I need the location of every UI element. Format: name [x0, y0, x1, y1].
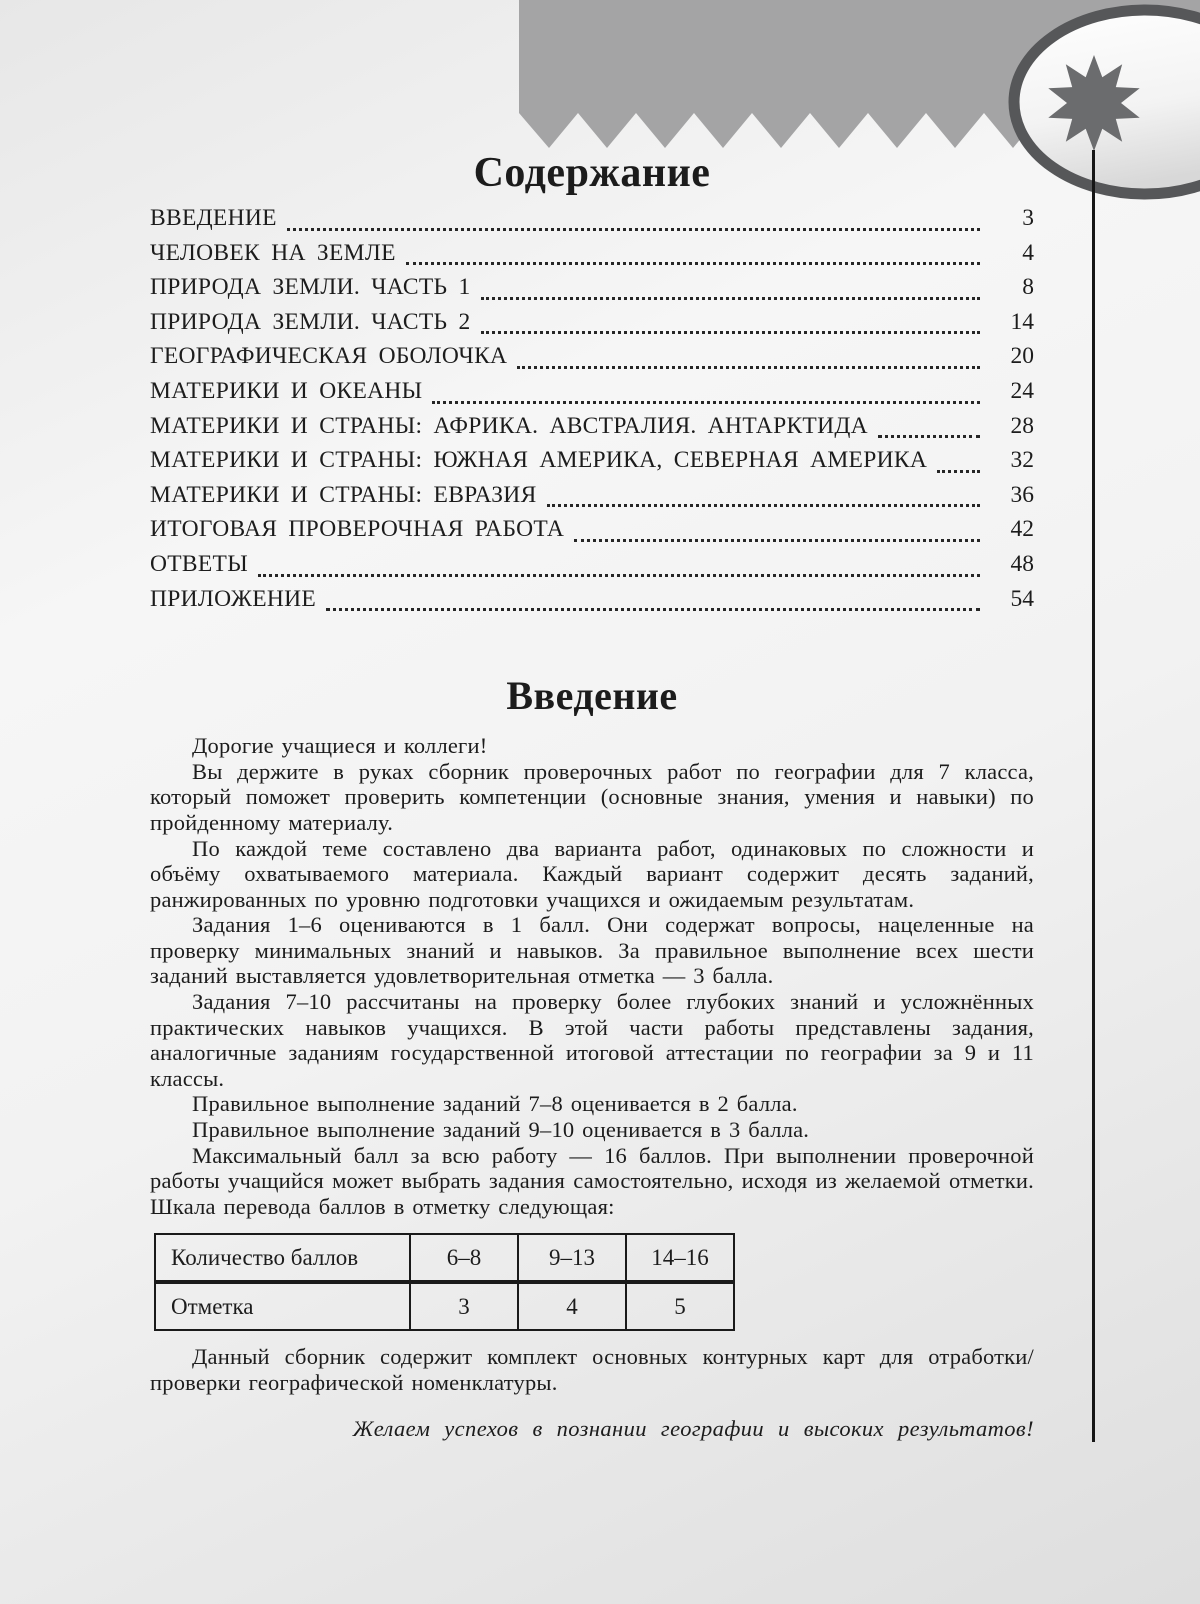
- dot-leader: [406, 262, 980, 265]
- toc-page-number: 14: [1010, 308, 1034, 335]
- page-content: [150, 0, 1034, 1442]
- dot-leader: [481, 297, 980, 300]
- intro-paragraph: Задания 7–10 рассчитаны на проверку более глубоких знаний и усложнённых практических навыков учащихся. В этой части работы представлены задания, аналогичные заданиям государственной итоговой аттестации по географии за 9 и 11 классы.: [150, 989, 1034, 1091]
- toc-item-label: МАТЕРИКИ И СТРАНЫ: АФРИКА. АВСТРАЛИЯ. АНТАРКТИДА: [150, 412, 868, 439]
- intro-paragraph: Дорогие учащиеся и коллеги!: [192, 733, 488, 759]
- toc-item-label: ВВЕДЕНИЕ: [150, 205, 277, 231]
- toc-item-label: ПРИЛОЖЕНИЕ: [150, 585, 317, 612]
- dot-leader: [326, 608, 980, 611]
- dot-leader: [481, 331, 980, 334]
- toc-item-label: ПРИРОДА ЗЕМЛИ. ЧАСТЬ 2: [150, 308, 471, 335]
- toc-row-10: [150, 516, 1034, 551]
- intro-paragraph: Задания 1–6 оцениваются в 1 балл. Они содержат вопросы, нацеленные на проверку минимальных знаний и навыков. За правильное выполнение всех шести заданий выставляется удовлетворительная отметка — 3 балла.: [150, 912, 1034, 989]
- intro-paragraph: Вы держите в руках сборник проверочных работ по географии для 7 класса, который поможет проверить компетенции (основные знания, умения и навыки) по пройденному материалу.: [150, 758, 1034, 835]
- toc-page-number: 28: [1010, 412, 1034, 439]
- toc-list: [150, 205, 1034, 620]
- score-table-cell: 6–8: [410, 1234, 518, 1282]
- toc-item-label: ОТВЕТЫ: [150, 550, 249, 577]
- toc-page-number: 3: [1022, 205, 1034, 231]
- toc-page-number: 36: [1010, 481, 1034, 508]
- toc-row-8: [150, 447, 1034, 482]
- intro-paragraph: Максимальный балл за всю работу — 16 баллов. При выполнении проверочной работы учащийся может выбрать задания самостоятельно, исходя из желаемой отметки. Шкала перевода баллов в отметку следующая:: [150, 1142, 1034, 1219]
- toc-item-label: ГЕОГРАФИЧЕСКАЯ ОБОЛОЧКА: [150, 343, 508, 370]
- toc-page-number: 32: [1010, 447, 1034, 474]
- vertical-rule: [1092, 150, 1095, 1442]
- dot-leader: [878, 435, 980, 438]
- toc-page-number: 4: [1022, 239, 1034, 266]
- intro-title: Введение: [506, 673, 678, 719]
- dot-leader: [287, 228, 980, 231]
- toc-row-6: [150, 378, 1034, 413]
- toc-page-number: 48: [1010, 550, 1034, 577]
- oval-badge: [1014, 10, 1200, 194]
- score-table-cell: Количество баллов: [155, 1234, 410, 1282]
- dot-leader: [547, 504, 980, 507]
- toc-item-label: МАТЕРИКИ И ОКЕАНЫ: [150, 377, 423, 404]
- score-table: [154, 1233, 735, 1331]
- dot-leader: [574, 539, 980, 542]
- toc-page-number: 54: [1010, 585, 1034, 612]
- intro-paragraph: Данный сборник содержит комплект основных контурных карт для отработки/проверки географической номенклатуры.: [150, 1344, 1034, 1395]
- dot-leader: [258, 574, 980, 577]
- score-table-cell: 4: [518, 1282, 626, 1330]
- toc-item-label: ПРИРОДА ЗЕМЛИ. ЧАСТЬ 1: [150, 274, 471, 301]
- intro-paragraph: Правильное выполнение заданий 7–8 оценивается в 2 балла.: [192, 1091, 798, 1117]
- toc-page-number: 8: [1022, 274, 1034, 301]
- intro-body: [150, 733, 1034, 1395]
- intro-paragraph: Правильное выполнение заданий 9–10 оценивается в 3 балла.: [192, 1117, 810, 1143]
- toc-row-9: [150, 482, 1034, 517]
- toc-item-label: ЧЕЛОВЕК НА ЗЕМЛЕ: [150, 239, 396, 266]
- toc-item-label: ИТОГОВАЯ ПРОВЕРОЧНАЯ РАБОТА: [150, 516, 565, 543]
- toc-row-4: [150, 309, 1034, 344]
- toc-page-number: 24: [1010, 377, 1034, 404]
- toc-item-label: МАТЕРИКИ И СТРАНЫ: ЕВРАЗИЯ: [150, 481, 537, 508]
- score-table-cell: Отметка: [155, 1282, 410, 1330]
- closing-line: Желаем успехов в познании географии и высоких результатов!: [352, 1415, 1034, 1441]
- dot-leader: [432, 401, 980, 404]
- dot-leader: [517, 366, 980, 369]
- toc-title: Содержание: [473, 150, 711, 196]
- score-table-cell: 9–13: [518, 1234, 626, 1282]
- toc-row-12: [150, 586, 1034, 621]
- toc-row-1: [150, 205, 1034, 240]
- intro-paragraph: По каждой теме составлено два варианта работ, одинаковых по сложности и объёму охватываемого материала. Каждый вариант содержит десять заданий, ранжированных по уровню подготовки учащихся и ожидаемым результатам.: [150, 835, 1034, 912]
- score-table-cell: 14–16: [626, 1234, 734, 1282]
- toc-row-11: [150, 551, 1034, 586]
- toc-row-3: [150, 274, 1034, 309]
- toc-row-5: [150, 343, 1034, 378]
- score-table-cell: 3: [410, 1282, 518, 1330]
- toc-item-label: МАТЕРИКИ И СТРАНЫ: ЮЖНАЯ АМЕРИКА, СЕВЕРНАЯ АМЕРИКА: [150, 447, 928, 474]
- toc-row-7: [150, 413, 1034, 448]
- score-table-header-row: [155, 1234, 734, 1282]
- toc-page-number: 20: [1010, 343, 1034, 370]
- score-table-cell: 5: [626, 1282, 734, 1330]
- score-table-value-row: [155, 1282, 734, 1330]
- dot-leader: [937, 470, 980, 473]
- toc-row-2: [150, 240, 1034, 275]
- toc-page-number: 42: [1010, 516, 1034, 543]
- star-icon: [1048, 55, 1139, 151]
